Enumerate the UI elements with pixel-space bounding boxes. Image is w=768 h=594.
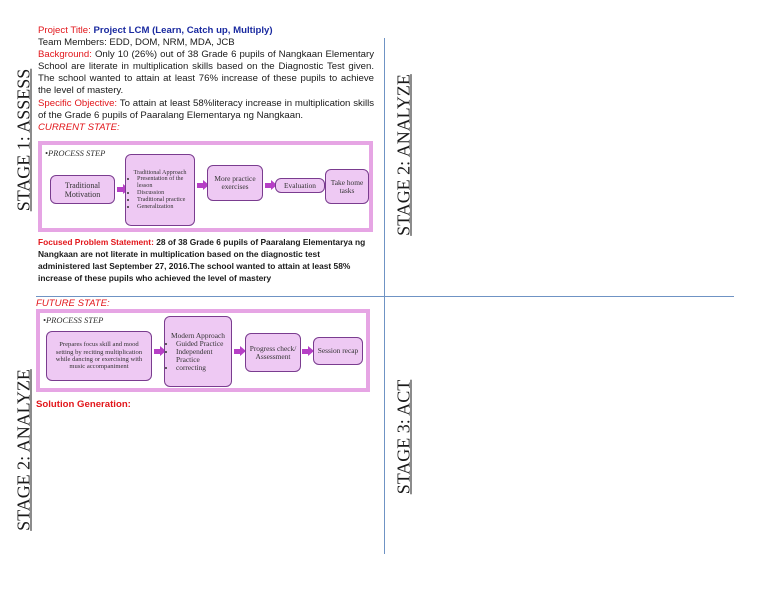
current-process-header: •PROCESS STEP <box>45 148 106 158</box>
traditional-approach-title: Traditional Approach <box>133 168 187 176</box>
list-item: • Generalization <box>137 204 191 211</box>
future-step-progress-check: Progress check/ Assessment <box>245 333 301 372</box>
problem-text: 28 of 38 Grade 6 pupils of Paaralang Elementarya ng Nangkaan are not literate in multiplication based on the diagnostic test administered last September 27, 2016.The school wanted to attain at least 58% increase of these pupils who achieved the level of mastery <box>38 237 366 283</box>
background-paragraph <box>38 49 374 97</box>
objective-label: Specific Objective: <box>38 98 118 109</box>
future-state-label: FUTURE STATE: <box>36 298 110 309</box>
stage-3-act-label: STAGE 3: ACT <box>393 379 414 495</box>
current-step-take-home: Take home tasks <box>325 169 369 204</box>
current-step-more-practice: More practice exercises <box>207 165 263 201</box>
future-process-panel <box>36 309 370 392</box>
traditional-approach-list <box>129 176 191 210</box>
team-members: Team Members: EDD, DOM, NRM, MDA, JCB <box>38 37 235 48</box>
horizontal-divider <box>36 296 734 297</box>
problem-statement <box>38 236 374 284</box>
background-label: Background: <box>38 49 92 60</box>
current-process-panel <box>38 141 373 232</box>
list-item: • correcting <box>176 364 228 372</box>
future-step-prepares: Prepares focus skill and mood setting by reciting multiplication while dancing or exercising with music accompaniment <box>46 331 152 381</box>
project-title-value: Project LCM (Learn, Catch up, Multiply) <box>93 25 273 36</box>
project-title-line <box>38 25 374 37</box>
list-item: • Independent Practice <box>176 348 228 364</box>
solution-generation-label: Solution Generation: <box>36 399 131 410</box>
modern-approach-list <box>168 340 228 372</box>
problem-label: Focused Problem Statement: <box>38 237 154 247</box>
future-step-session-recap: Session recap <box>313 337 363 365</box>
list-item: • Traditional practice <box>137 197 191 204</box>
stage-2-analyze-right-label: STAGE 2: ANALYZE <box>393 74 414 236</box>
stage-1-assess-label: STAGE 1: ASSESS <box>13 68 34 212</box>
current-step-traditional-approach <box>125 154 195 226</box>
current-state-label: CURRENT STATE: <box>38 122 120 133</box>
list-item: • Guided Practice <box>176 340 228 348</box>
stage-2-analyze-left-label: STAGE 2: ANALYZE <box>13 369 34 531</box>
modern-approach-title: Modern Approach <box>171 330 225 340</box>
current-step-motivation: Traditional Motivation <box>50 175 115 204</box>
objective-text: To attain at least 58%literacy increase in multiplication skills of the Grade 6 pupils of Paaralang Elementarya ng Nangkaan. <box>38 98 375 121</box>
list-item: • Discussion <box>137 190 191 197</box>
list-item: • Presentation of the lesson <box>137 176 191 190</box>
background-text: Only 10 (26%) out of 38 Grade 6 pupils of Nangkaan Elementary School are literate in multiplication skills based on the Diagnostic Test given. The school wanted to attain at least 76% increase of these pupils to achieve the level of mastery. <box>38 49 374 96</box>
objective-paragraph <box>38 98 374 122</box>
current-step-evaluation: Evaluation <box>275 178 325 193</box>
project-title-label: Project Title: <box>38 25 91 36</box>
future-step-modern-approach <box>164 316 232 387</box>
future-process-header: •PROCESS STEP <box>43 315 104 325</box>
project-info <box>38 25 374 134</box>
